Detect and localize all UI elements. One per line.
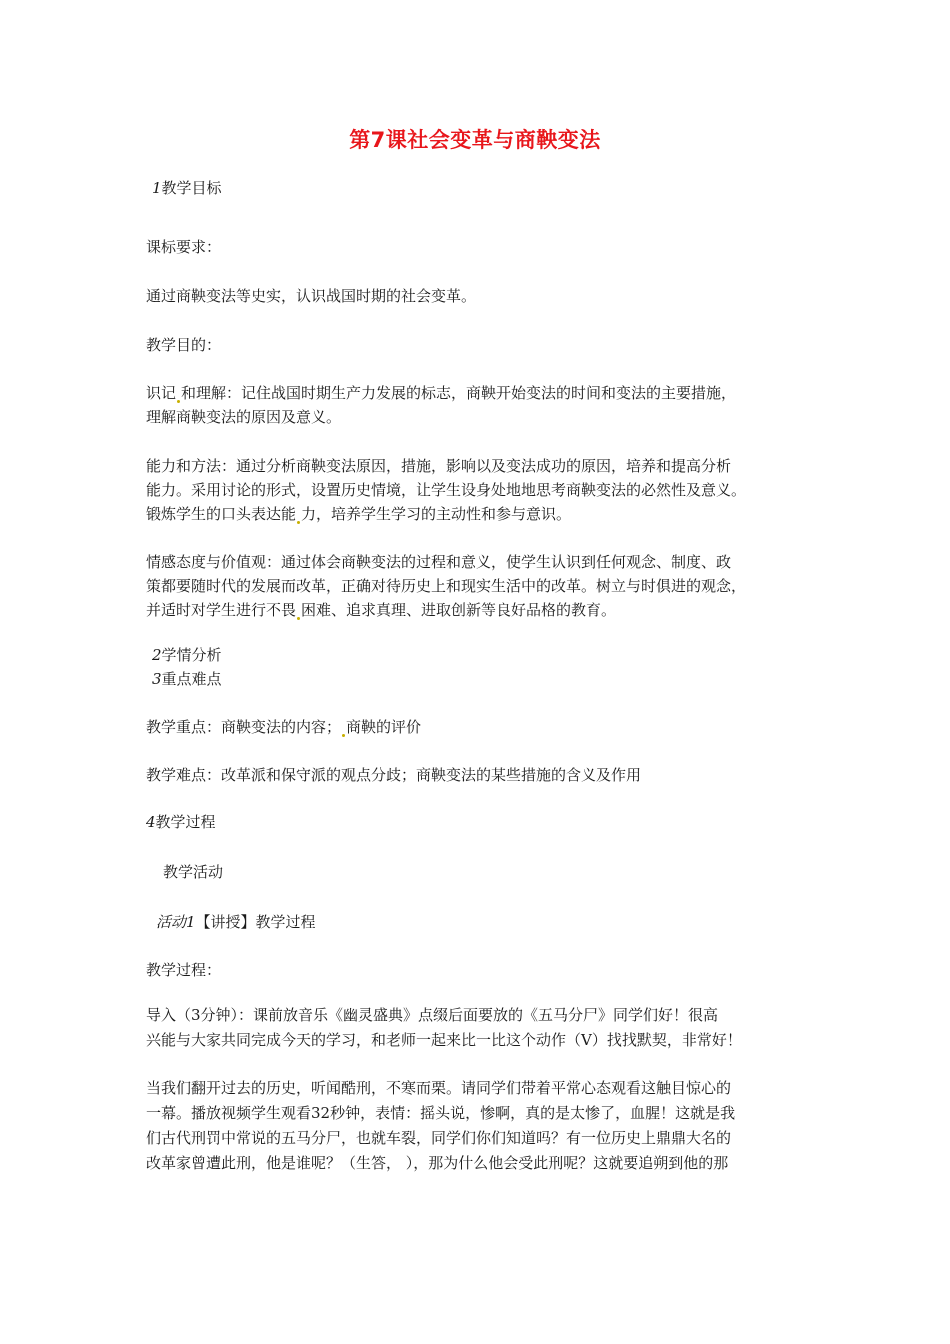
- recall-paragraph-line: [146, 381, 826, 406]
- recall-text: 识记: [146, 384, 177, 402]
- intro-paragraph-line: 兴能与大家共同完成今天的学习，和老师一起来比一比这个动作（V）找找默契，非常好！: [146, 1031, 742, 1049]
- activity-1-label: 活动1: [156, 913, 196, 931]
- curriculum-heading: 课标要求：: [146, 238, 222, 256]
- curriculum-text: 通过商鞅变法等史实，认识战国时期的社会变革。: [146, 287, 477, 305]
- mark-dot: [297, 617, 300, 620]
- key-points-text: 教学重点：商鞅变法的内容；: [146, 718, 342, 736]
- mark-dot: [177, 400, 180, 403]
- recall-paragraph-line: 理解商鞅变法的原因及意义。: [146, 408, 342, 426]
- activity-1-heading: [156, 910, 836, 935]
- story-paragraph-line: 当我们翻开过去的历史，听闻酷刑，不寒而栗。请同学们带着平常心态观看这触目惊心的: [146, 1079, 732, 1097]
- section-number: 2: [152, 646, 162, 664]
- section-number: 3: [152, 670, 162, 688]
- key-points-text: 商鞅的评价: [346, 718, 422, 736]
- emotion-paragraph-line: [146, 598, 826, 623]
- section-label: 学情分析: [161, 646, 222, 664]
- section-number: 1: [152, 179, 162, 197]
- section-heading-analysis: [152, 643, 832, 668]
- ability-paragraph-line: [146, 502, 826, 527]
- section-label: 教学目标: [161, 179, 222, 197]
- page-title: 第7课社会变革与商鞅变法: [349, 128, 601, 152]
- activity-1-title: 【讲授】教学过程: [195, 913, 316, 931]
- emotion-paragraph-line: 情感态度与价值观：通过体会商鞅变法的过程和意义，使学生认识到任何观念、制度、政: [146, 553, 732, 571]
- story-paragraph-line: 改革家曾遭此刑，他是谁呢？（生答， ），那为什么他会受此刑呢？这就要追朔到他的那: [146, 1154, 729, 1172]
- mark-dot: [297, 521, 300, 524]
- ability-text: 力，培养学生学习的主动性和参与意识。: [301, 505, 572, 523]
- difficult-points-line: 教学难点：改革派和保守派的观点分歧；商鞅变法的某些措施的含义及作用: [146, 766, 642, 784]
- ability-paragraph-line: 能力。采用讨论的形式，设置历史情境，让学生设身处地地思考商鞅变法的必然性及意义。: [146, 481, 747, 499]
- emotion-paragraph-line: 策都要随时代的发展而改革，正确对待历史上和现实生活中的改革。树立与时俱进的观念，: [146, 577, 747, 595]
- mark-dot: [342, 734, 345, 737]
- section-heading-process: [146, 810, 826, 835]
- process-heading: 教学过程：: [146, 961, 222, 979]
- section-label: 重点难点: [161, 670, 222, 688]
- purpose-heading: 教学目的：: [146, 336, 222, 354]
- recall-text: 和理解：记住战国时期生产力发展的标志，商鞅开始变法的时间和变法的主要措施，: [181, 384, 737, 402]
- story-paragraph-line: 一幕。播放视频学生观看32秒钟，表情：摇头说，惨啊，真的是太惨了，血腥！这就是我: [146, 1104, 736, 1122]
- ability-text: 锻炼学生的口头表达能: [146, 505, 297, 523]
- section-number: 4: [146, 813, 156, 831]
- intro-paragraph-line: 导入（3分钟）：课前放音乐《幽灵盛典》点缀后面要放的《五马分尸》同学们好！很高: [146, 1006, 719, 1024]
- key-points-line: [146, 715, 826, 740]
- emotion-text: 困难、追求真理、进取创新等良好品格的教育。: [301, 601, 617, 619]
- section-heading-keypoints: [152, 667, 832, 692]
- section-label: 教学过程: [155, 813, 216, 831]
- activity-heading: 教学活动: [163, 863, 224, 881]
- ability-paragraph-line: 能力和方法：通过分析商鞅变法原因，措施，影响以及变法成功的原因，培养和提高分析: [146, 457, 732, 475]
- section-heading-objectives: [152, 176, 832, 201]
- emotion-text: 并适时对学生进行不畏: [146, 601, 297, 619]
- story-paragraph-line: 们古代刑罚中常说的五马分尸，也就车裂，同学们你们知道吗？有一位历史上鼎鼎大名的: [146, 1129, 732, 1147]
